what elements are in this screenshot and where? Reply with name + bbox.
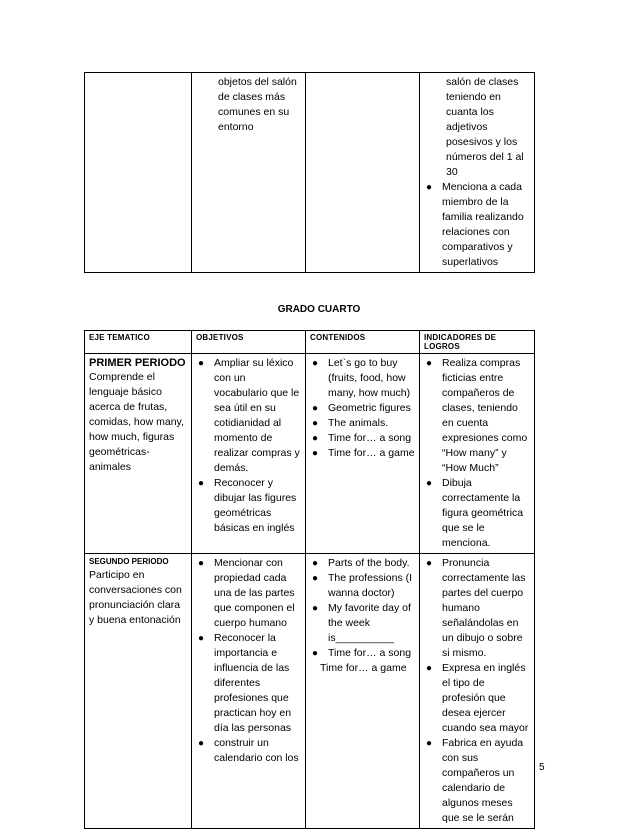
bullet-icon: ● <box>312 648 319 659</box>
bullet-icon: ● <box>198 558 205 569</box>
periodo1-desc: Comprende el lenguaje básico acerca de frutas, comidas, how many, how much, figuras geométricas- animales <box>89 371 184 473</box>
bullet-icon: ● <box>312 558 319 569</box>
continuation-contenidos-cell <box>306 73 420 273</box>
list-item: ● Dibuja correctamente la figura geométrica que se le menciona. <box>426 477 524 549</box>
continuation-eje-cell <box>85 73 192 273</box>
periodo2-contenidos-cell <box>306 554 420 829</box>
list-item: ● My favorite day of the week is__________ <box>312 602 411 644</box>
periodo2-desc: Participo en conversaciones con pronunciación clara y buena entonación <box>89 569 182 626</box>
continuation-indicadores-text: salón de clases teniendo en cuanta los adjetivos posesivos y los números del 1 al 30 <box>446 76 524 178</box>
periodo1-contenidos-cell <box>306 354 420 554</box>
bullet-icon: ● <box>312 418 319 429</box>
bullet-icon: ● <box>426 738 433 749</box>
bullet-icon: ● <box>198 738 205 749</box>
list-item: ● The professions (I wanna doctor) <box>312 572 413 599</box>
list-item: ● Mencionar con propiedad cada una de las partes que componen el cuerpo humano <box>198 557 295 629</box>
page-number: 5 <box>539 762 545 773</box>
list-item: ● The animals. <box>312 417 389 429</box>
bullet-icon: ● <box>198 358 205 369</box>
periodo2-title: SEGUNDO PERIODO <box>89 557 169 566</box>
bullet-icon: ● <box>426 358 433 369</box>
list-item: ● Time for… a song <box>312 432 412 444</box>
header-contenidos: CONTENIDOS <box>306 331 420 354</box>
curriculum-table <box>84 330 535 829</box>
bullet-icon: ● <box>312 403 319 414</box>
section-title: GRADO CUARTO <box>277 304 361 315</box>
list-item: ● Geometric figures <box>312 402 411 414</box>
table-row <box>85 554 535 829</box>
table-row <box>85 354 535 554</box>
list-item: ● Time for… a game <box>312 447 415 459</box>
continuation-indicadores-cell <box>420 73 535 273</box>
bullet-icon: ● <box>312 573 319 584</box>
list-item: ● Reconocer la importancia e influencia de las diferentes profesiones que practican hoy en día las personas <box>198 632 292 734</box>
bullet-icon: ● <box>426 182 433 193</box>
bullet-icon: ● <box>198 633 205 644</box>
periodo2-eje-cell <box>85 554 192 829</box>
bullet-icon: ● <box>426 558 433 569</box>
continuation-table <box>84 72 535 273</box>
list-item: ● Fabrica en ayuda con sus compañeros un calendario de algunos meses que se le serán <box>426 737 524 824</box>
list-item: ● Reconocer y dibujar las figures geométricas básicas en inglés <box>198 477 297 534</box>
periodo2-indicadores-cell <box>420 554 535 829</box>
header-indicadores: INDICADORES DE LOGROS <box>420 331 535 354</box>
continuation-objetivos-text: objetos del salón de clases más comunes en su entorno <box>218 76 297 133</box>
list-item: ● Parts of the body. <box>312 557 410 569</box>
bullet-icon: ● <box>426 478 433 489</box>
bullet-icon: ● <box>312 603 319 614</box>
periodo2-objetivos-cell <box>192 554 306 829</box>
list-item: ● construir un calendario con los <box>198 737 299 764</box>
list-item: ● Menciona a cada miembro de la familia realizando relaciones con comparativos y superlativos <box>426 181 524 268</box>
periodo1-eje-cell <box>85 354 192 554</box>
header-eje: EJE TEMATICO <box>85 331 192 354</box>
list-item: ● Time for… a song <box>312 647 412 659</box>
list-item: ● Realiza compras ficticias entre compañeros de clases, teniendo en cuenta expresiones como “How many” y “How Much” <box>426 357 528 474</box>
bullet-icon: ● <box>426 663 433 674</box>
bullet-icon: ● <box>312 433 319 444</box>
periodo1-objetivos-cell <box>192 354 306 554</box>
periodo1-indicadores-cell <box>420 354 535 554</box>
list-item: ● Let`s go to buy (fruits, food, how many, how much) <box>312 357 411 399</box>
bullet-icon: ● <box>198 478 205 489</box>
list-item: ● Expresa en inglés el tipo de profesión que desea ejercer cuando sea mayor <box>426 662 529 734</box>
periodo2-contenidos-extra: Time for… a game <box>320 662 407 674</box>
continuation-objetivos-cell <box>192 73 306 273</box>
list-item: ● Pronuncia correctamente las partes del cuerpo humano señalándolas en un dibujo o sobre si mismo. <box>426 557 526 659</box>
periodo1-title: PRIMER PERIODO <box>89 357 186 369</box>
header-row <box>85 331 535 354</box>
bullet-icon: ● <box>312 358 319 369</box>
bullet-icon: ● <box>312 448 319 459</box>
list-item: ● Ampliar su léxico con un vocabulario que le sea útil en su cotidianidad al momento de realizar compras y demás. <box>198 357 300 474</box>
header-objetivos: OBJETIVOS <box>192 331 306 354</box>
